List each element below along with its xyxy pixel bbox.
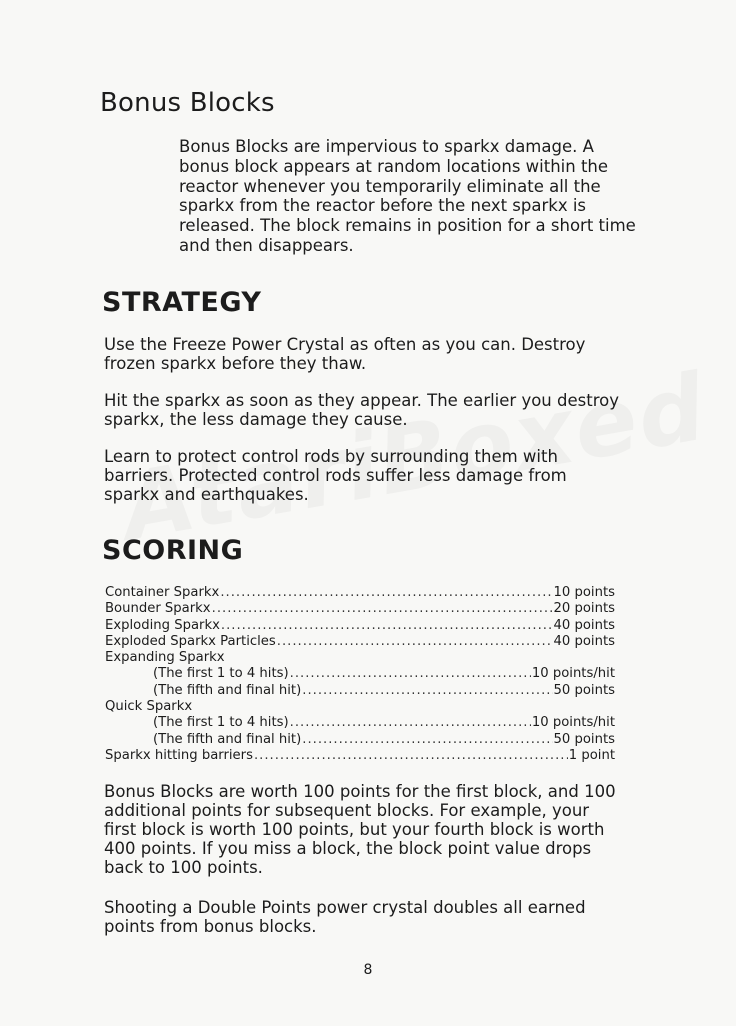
- score-label: (The fifth and final hit): [153, 682, 302, 698]
- score-row: [105, 666, 615, 682]
- strategy-paragraph: Learn to protect control rods by surrounding them with barriers. Protected control rods suffer less damage from sparkx and earthquakes.: [104, 447, 567, 504]
- score-row: [105, 601, 615, 617]
- dot-leader: [302, 683, 552, 699]
- page-number: 8: [363, 962, 373, 978]
- dot-leader: [212, 601, 553, 617]
- score-value: 10 points/hit: [531, 666, 615, 682]
- score-row: [105, 585, 615, 601]
- score-label: (The first 1 to 4 hits): [153, 666, 289, 682]
- score-label: Container Sparkx: [105, 585, 220, 600]
- dot-leader: [277, 634, 553, 650]
- double-points-paragraph: Shooting a Double Points power crystal doubles all earned points from bonus blocks.: [104, 898, 586, 936]
- score-label: Exploded Sparkx Particles: [105, 633, 276, 649]
- score-label: Sparkx hitting barriers: [105, 747, 253, 763]
- score-value: 10 points: [553, 585, 615, 600]
- score-value: 1 point: [568, 747, 615, 763]
- score-label: Quick Sparkx: [105, 699, 193, 715]
- score-label: (The first 1 to 4 hits): [153, 715, 289, 731]
- score-label: Expanding Sparkx: [105, 650, 225, 666]
- bonus-blocks-heading: Bonus Blocks: [100, 88, 275, 118]
- score-value: 40 points: [553, 617, 615, 633]
- scoring-heading: SCORING: [102, 535, 244, 566]
- scoring-table: [105, 585, 615, 764]
- score-value: 50 points: [553, 731, 615, 747]
- score-label: (The fifth and final hit): [153, 731, 302, 747]
- score-value: 10 points/hit: [531, 715, 615, 731]
- score-row: [105, 732, 615, 748]
- strategy-paragraph: Use the Freeze Power Crystal as often as you can. Destroy frozen sparkx before they thaw.: [104, 335, 586, 373]
- score-value: 40 points: [553, 633, 615, 649]
- score-row: [105, 618, 615, 634]
- score-row: [105, 634, 615, 650]
- strategy-paragraph: Hit the sparkx as soon as they appear. The earlier you destroy sparkx, the less damage they cause.: [104, 391, 619, 429]
- dot-leader: [302, 732, 552, 748]
- bonus-blocks-paragraph: Bonus Blocks are impervious to sparkx damage. A bonus block appears at random locations within the reactor whenever you temporarily eliminate all the sparkx from the reactor before the next sparkx is released. The block remains in position for a short time and then disappears.: [179, 137, 636, 255]
- dot-leader: [220, 585, 552, 601]
- dot-leader: [290, 715, 531, 731]
- strategy-heading: STRATEGY: [102, 287, 262, 318]
- score-row: [105, 683, 615, 699]
- score-value: 20 points: [553, 601, 615, 617]
- score-value: 50 points: [553, 682, 615, 698]
- score-label: Bounder Sparkx: [105, 601, 211, 617]
- score-row-heading: [105, 699, 615, 715]
- dot-leader: [290, 666, 531, 682]
- score-row: [105, 715, 615, 731]
- dot-leader: [221, 618, 553, 634]
- score-label: Exploding Sparkx: [105, 617, 220, 633]
- dot-leader: [254, 748, 568, 764]
- score-row-heading: [105, 650, 615, 666]
- score-row: [105, 748, 615, 764]
- bonus-scoring-paragraph: Bonus Blocks are worth 100 points for the first block, and 100 additional points for subsequent blocks. For example, your first block is worth 100 points, but your fourth block is worth 400 points. If you miss a block, the block point value drops back to 100 points.: [104, 782, 616, 877]
